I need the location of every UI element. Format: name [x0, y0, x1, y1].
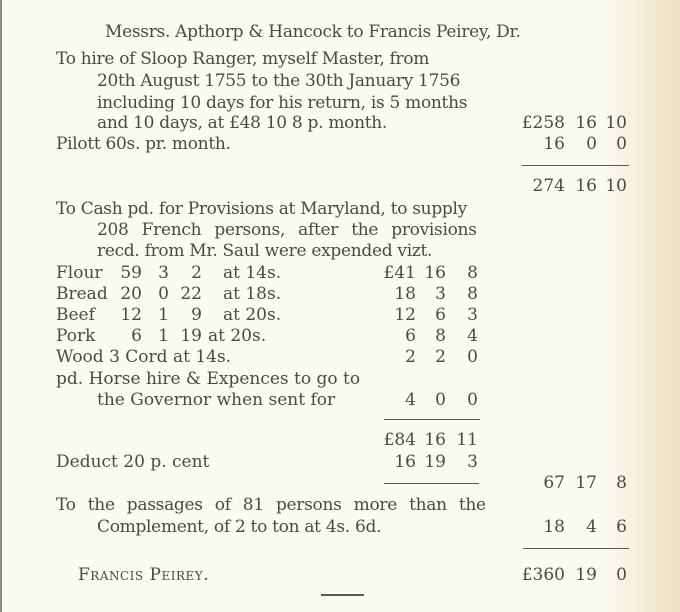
item-qty3: 2: [191, 263, 202, 283]
item-name: Pork: [56, 326, 96, 346]
item-qty2: 1: [158, 305, 169, 325]
amount-pence: 8: [616, 473, 627, 493]
amount-pounds: £258: [521, 113, 565, 133]
sum-rule: [522, 165, 629, 166]
item-name: Beef: [56, 305, 95, 325]
item-name: Wood 3 Cord at 14s.: [56, 347, 232, 367]
amount-pence: 8: [467, 284, 478, 304]
item-qty3: 9: [191, 305, 202, 325]
page-left-border: [0, 0, 2, 612]
amount-shillings: 3: [435, 284, 446, 304]
item-qty2: 3: [158, 263, 169, 283]
amount-pounds: 2: [405, 347, 416, 367]
amount-shillings: 19: [424, 452, 446, 472]
end-ornament-rule: [321, 594, 364, 596]
item-rate: at 18s.: [223, 284, 282, 304]
item-qty3: 19: [180, 326, 202, 346]
sum-rule: [523, 548, 629, 549]
amount-shillings: 16: [424, 263, 446, 283]
amount-pence: 0: [616, 134, 627, 154]
entry-line: including 10 days for his return, is 5 months: [97, 93, 468, 113]
amount-shillings: 0: [586, 134, 597, 154]
item-rate: at 14s.: [223, 263, 282, 283]
entry-line: pd. Horse hire & Expences to go to: [56, 369, 361, 389]
item-name: Flour: [56, 263, 103, 283]
amount-pence: 0: [616, 565, 627, 585]
entry-line: Complement, of 2 to ton at 4s. 6d.: [97, 517, 382, 537]
entry-line: Deduct 20 p. cent: [56, 452, 210, 472]
entry-line: Pilott 60s. pr. month.: [56, 134, 231, 154]
item-qty3: 22: [180, 284, 202, 304]
signature: Francis Peirey.: [78, 565, 210, 585]
item-qty1: 12: [120, 305, 142, 325]
amount-shillings: 8: [435, 326, 446, 346]
amount-pounds: 16: [394, 452, 416, 472]
amount-pounds: 6: [405, 326, 416, 346]
amount-shillings: 4: [586, 517, 597, 537]
amount-pence: 0: [467, 347, 478, 367]
amount-shillings: 2: [435, 347, 446, 367]
item-rate: at 20s.: [208, 326, 267, 346]
sum-rule: [384, 483, 479, 484]
amount-pence: 8: [467, 263, 478, 283]
amount-pence: 10: [605, 176, 627, 196]
amount-pence: 3: [467, 452, 478, 472]
amount-pounds: 4: [405, 390, 416, 410]
item-name: Bread: [56, 284, 108, 304]
amount-pounds: 12: [394, 305, 416, 325]
entry-line: 20th August 1755 to the 30th January 1756: [97, 71, 461, 91]
amount-shillings: 16: [575, 113, 597, 133]
amount-pounds: £84: [383, 430, 416, 450]
amount-pounds: £41: [383, 263, 416, 283]
item-qty1: 59: [120, 263, 142, 283]
entry-line: To the passages of 81 persons more than the: [56, 495, 486, 515]
item-qty2: 1: [158, 326, 169, 346]
amount-pence: 6: [616, 517, 627, 537]
amount-shillings: 16: [575, 176, 597, 196]
entry-line: and 10 days, at £48 10 8 p. month.: [97, 113, 388, 133]
entry-line: To Cash pd. for Provisions at Maryland, to supply: [56, 199, 467, 219]
item-qty1: 20: [120, 284, 142, 304]
amount-pence: 11: [456, 430, 478, 450]
amount-pence: 4: [467, 326, 478, 346]
amount-pounds: £360: [521, 565, 565, 585]
amount-shillings: 19: [575, 565, 597, 585]
item-rate: at 20s.: [223, 305, 282, 325]
account-heading: Messrs. Apthorp & Hancock to Francis Peirey, Dr.: [105, 22, 521, 42]
entry-line: the Governor when sent for: [97, 390, 336, 410]
entry-line: recd. from Mr. Saul were expended vizt.: [97, 241, 433, 261]
item-qty2: 0: [158, 284, 169, 304]
amount-shillings: 6: [435, 305, 446, 325]
amount-shillings: 16: [424, 430, 446, 450]
amount-pence: 0: [467, 390, 478, 410]
amount-shillings: 17: [575, 473, 597, 493]
amount-pounds: 18: [543, 517, 565, 537]
entry-line: 208 French persons, after the provisions: [97, 220, 477, 240]
amount-pounds: 18: [394, 284, 416, 304]
sum-rule: [384, 419, 480, 420]
entry-line: To hire of Sloop Ranger, myself Master, from: [56, 49, 430, 69]
item-qty1: 6: [131, 326, 142, 346]
amount-pounds: 16: [543, 134, 565, 154]
amount-pounds: 274: [532, 176, 565, 196]
amount-pence: 10: [605, 113, 627, 133]
amount-pounds: 67: [543, 473, 565, 493]
amount-pence: 3: [467, 305, 478, 325]
amount-shillings: 0: [435, 390, 446, 410]
